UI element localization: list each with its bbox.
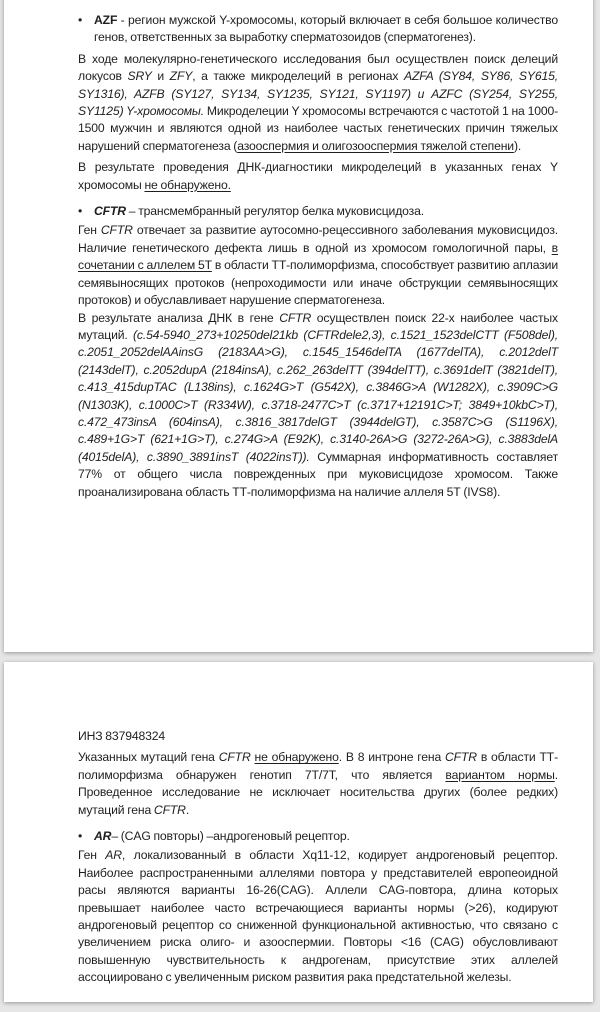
bullet-icon: • <box>78 829 83 844</box>
text-segment: CFTR <box>94 204 126 219</box>
text-segment: CFTR <box>100 223 133 238</box>
text-segment: AR <box>105 848 122 863</box>
text-segment: – трансмембранный регулятор белка муковисцидоза. <box>125 204 424 219</box>
text-segment: CFTR <box>153 802 186 817</box>
text-segment: не обнаружено. <box>144 177 231 192</box>
text-segment: Ген <box>78 223 101 238</box>
text-segment: CFTR <box>218 750 251 765</box>
text-segment: CFTR <box>279 310 312 325</box>
text-segment: – (CAG повторы) –андрогеновый рецептор. <box>111 829 350 844</box>
page-2 <box>4 662 593 1002</box>
text-segment: ). <box>513 138 522 153</box>
paragraph <box>78 51 558 155</box>
text-segment: AZFA (SY84, SY86, SY615, SY1316), AZFB (SY127, SY134, SY1235, SY121, SY1197) и AZFC (SY254, SY255, SY1125) Y-хромосомы. <box>78 69 558 119</box>
text-segment: Микроделеции Y хромосомы встречаются с частотой 1 на 1000-1500 мужчин и являются одной из наиболее частых генетических причин тяжелых нарушений сперматогенеза ( <box>78 104 558 153</box>
bullet-text <box>94 12 558 47</box>
bullet-item <box>78 828 558 845</box>
text-segment: В ходе молекулярно-генетического исследования был осуществлен поиск делеций локусов <box>78 51 558 84</box>
text-segment: и <box>151 69 170 84</box>
text-segment: В результате проведения ДНК-диагностики микроделеций в указанных генах Y хромосомы <box>78 160 558 192</box>
text-segment: , а также микроделеций в регионах <box>192 69 404 84</box>
text-segment: Указанных мутаций гена <box>78 750 219 765</box>
paragraph <box>78 222 558 309</box>
text-segment: SRY <box>127 69 152 84</box>
text-segment: , локализованный в области Xq11-12, кодирует андрогеновый рецептор. Наиболее распространенными аллелями повтора у представителей европеоидной расы являются варианты 16-26(CAG). Аллели CAG-повтора, длина которых превышает наиболее часто встречающиеся варианты нормы (>26), кодируют андрогеновый рецептор со сниженной функциональной активностью, что связано с увеличением риска олиго- и азооспермии. Повторы <16 (CAG) обусловливают повышенную чувствительность к андрогенам, присутствие этих аллелей ассоциировано с увеличенным риском развития рака предстательной железы. <box>78 848 558 985</box>
text-segment: В результате анализа ДНК в гене <box>78 310 280 325</box>
paragraph <box>78 159 558 194</box>
text-segment: CFTR <box>445 750 477 765</box>
text-segment: в сочетании с аллелем 5Т <box>78 240 558 273</box>
text-segment: азооспермия и олигозооспермия тяжелой степени <box>237 138 514 153</box>
paragraph <box>78 847 558 986</box>
bullet-text <box>94 203 558 220</box>
text-segment: в области ТТ-полиморфизма, способствует развитию аплазии семявыносящих протоков (непроходимости или иначе обструкции семявыносящих протоков) и обуславливает нарушение сперматогенеза. <box>78 258 558 308</box>
text-segment: ZFY <box>169 69 193 84</box>
bullet-text <box>94 828 558 845</box>
text-segment: . В 8 интроне гена <box>338 750 446 765</box>
text-segment: Ген <box>78 848 106 863</box>
text-segment: AR <box>94 829 112 844</box>
text-segment: (c.54-5940_273+10250del21kb (CFTRdele2,3), c.1521_1523delCTT (F508del), c.2051_2052delAAinsG (2183AA>G), c.1545_1546delTA (1677delTA), c.2012delT (2143delT), c.2052dupA (2184insA), c.262_263delTT (394delTT), c.3691delT (3821delT), c.413_415dupTAC (L138ins), c.1624G>T (G542X), c.3846G>A (W1282X), c.3909C>G (N1303K), c.1000C>T (R334W), c.3718-2477C>T (c.3717+12191C>T; 3849+10kbC>T), c.472_473insA (604insA), c.3816_3817delGT (3944delGT), c.3587C>G (S1196X), c.489+1G>T (621+1G>T), c.274G>A (E92K), c.3140-26A>G (3272-26A>G), c.3883delA (4015delA), c.3890_3891insT (4022insT)). <box>78 327 558 464</box>
paragraph <box>78 728 558 745</box>
paragraph <box>78 310 558 501</box>
bullet-item <box>78 203 558 220</box>
text-segment: - регион мужской Y-хромосомы, который включает в себя большое количество генов, ответственных за выработку сперматозоидов (сперматогенез). <box>94 13 558 45</box>
text-segment: . Проведенное исследование не исключает носительства других (более редких) мутаций гена <box>78 767 558 817</box>
text-segment: отвечает за развитие аутосомно-рецессивного заболевания муковисцидоз. Наличие генетического дефекта лишь в одной из хромосом гомологичной пары, <box>78 223 558 255</box>
text-segment: осуществлен поиск 22-х наиболее частых мутаций. <box>78 310 558 342</box>
bullet-item <box>78 12 558 47</box>
text-segment: Суммарная информативность составляет 77% от общего числа поврежденных при муковисцидозе хромосом. Также проанализирована область ТТ-полиморфизма на наличие аллеля 5Т (IVS8). <box>78 449 558 499</box>
text-segment: AZF <box>94 13 118 27</box>
bullet-icon: • <box>78 204 83 219</box>
paragraph <box>78 749 558 819</box>
text-segment: ИНЗ 837948324 <box>78 729 165 743</box>
text-segment: . <box>185 802 190 817</box>
page-1 <box>4 0 593 652</box>
text-segment: не обнаружено <box>254 750 339 765</box>
bullet-icon: • <box>78 13 83 27</box>
text-segment: вариантом нормы <box>445 767 555 782</box>
text-segment: в области ТТ-полиморфизма обнаружен генотип 7Т/7Т, что является <box>78 750 558 782</box>
